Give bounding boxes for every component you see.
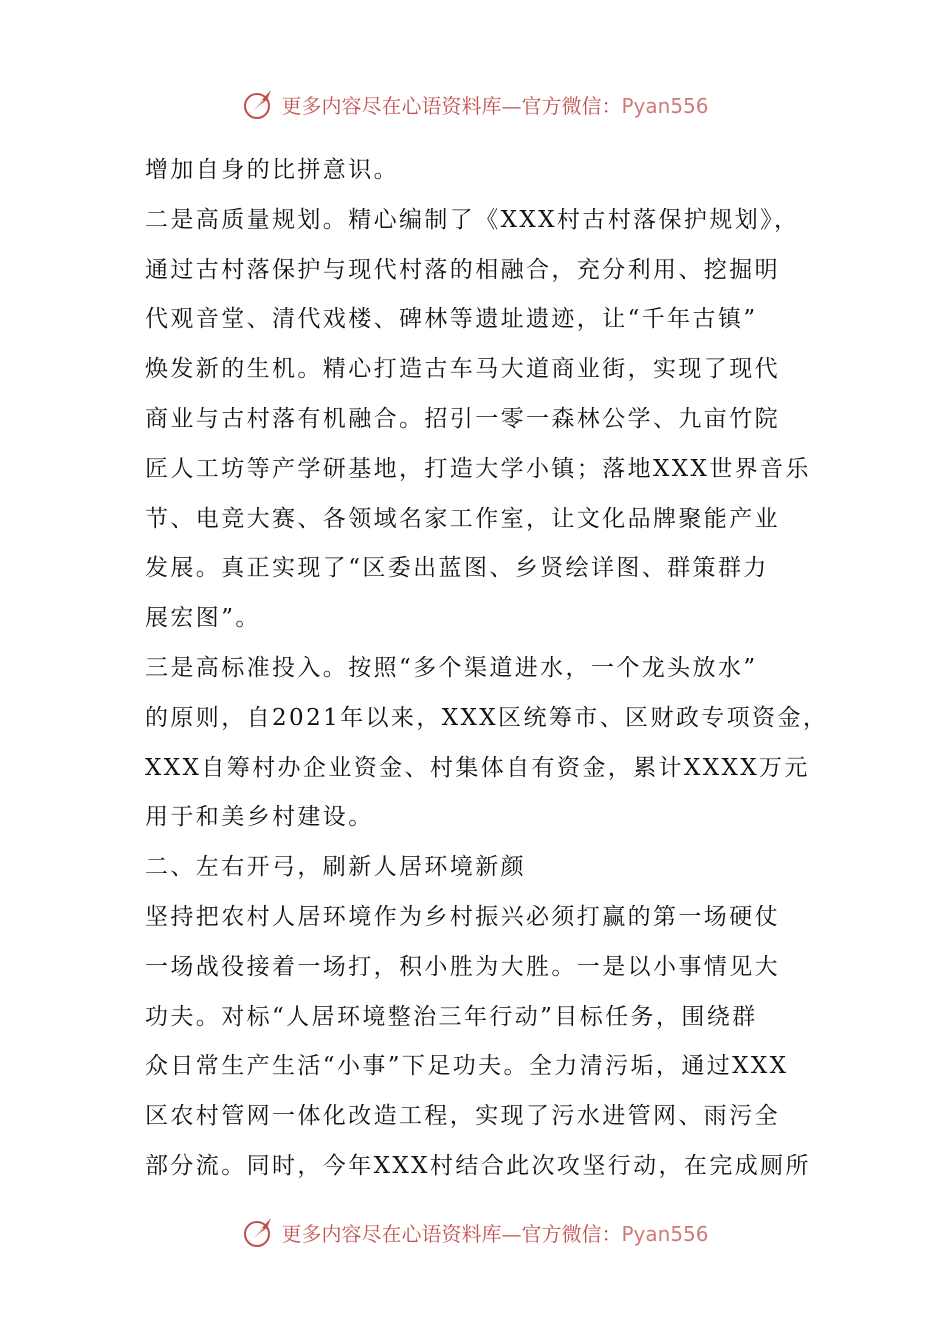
quill-logo-icon	[241, 1214, 277, 1250]
footer-banner	[0, 1210, 950, 1254]
section-heading: 二、左右开弓，刷新人居环境新颜	[145, 854, 526, 881]
body-line: 发展。真正实现了“区委出蓝图、乡贤绘详图、群策群力	[145, 555, 769, 582]
body-line: 的原则，自2021年以来，XXX区统筹市、区财政专项资金，	[145, 704, 829, 731]
header-wechat-account: Pyan556	[621, 93, 709, 118]
header-banner-text: 更多内容尽在心语资料库—官方微信：Pyan556	[281, 93, 709, 118]
document-body	[145, 146, 829, 1192]
body-line: 商业与古村落有机融合。招引一零一森林公学、九亩竹院	[145, 405, 780, 432]
body-line: 众日常生产生活“小事”下足功夫。全力清污垢，通过XXX	[145, 1053, 789, 1080]
body-line: 二是高质量规划。精心编制了《XXX村古村落保护规划》，	[145, 206, 800, 233]
body-line: XXX自筹村办企业资金、村集体自有资金，累计XXXX万元	[145, 754, 810, 781]
body-line: 三是高标准投入。按照“多个渠道进水，一个龙头放水”	[145, 654, 758, 681]
header-banner-content	[241, 86, 708, 122]
body-line: 代观音堂、清代戏楼、碑林等遗址遗迹，让“千年古镇”	[145, 306, 758, 333]
body-line: 坚持把农村人居环境作为乡村振兴必须打赢的第一场硬仗	[145, 903, 780, 930]
footer-wechat-account: Pyan556	[621, 1221, 709, 1246]
header-banner	[0, 82, 950, 126]
footer-banner-text: 更多内容尽在心语资料库—官方微信：Pyan556	[281, 1221, 709, 1246]
body-line: 一场战役接着一场打，积小胜为大胜。一是以小事情见大	[145, 953, 780, 980]
body-line: 部分流。同时，今年XXX村结合此次攻坚行动，在完成厕所	[145, 1152, 811, 1179]
body-line: 用于和美乡村建设。	[145, 804, 374, 831]
body-line: 通过古村落保护与现代村落的相融合，充分利用、挖掘明	[145, 256, 780, 283]
body-line: 功夫。对标“人居环境整治三年行动”目标任务，围绕群	[145, 1003, 758, 1030]
quill-logo-icon	[241, 86, 277, 122]
footer-banner-content	[241, 1214, 708, 1250]
body-line: 匠人工坊等产学研基地，打造大学小镇；落地XXX世界音乐	[145, 455, 811, 482]
body-line: 焕发新的生机。精心打造古车马大道商业街，实现了现代	[145, 356, 780, 383]
body-line: 展宏图”。	[145, 605, 261, 632]
body-line: 区农村管网一体化改造工程，实现了污水进管网、雨污全	[145, 1103, 780, 1130]
body-line: 节、电竞大赛、各领域名家工作室，让文化品牌聚能产业	[145, 505, 780, 532]
body-line: 增加自身的比拼意识。	[145, 157, 399, 183]
